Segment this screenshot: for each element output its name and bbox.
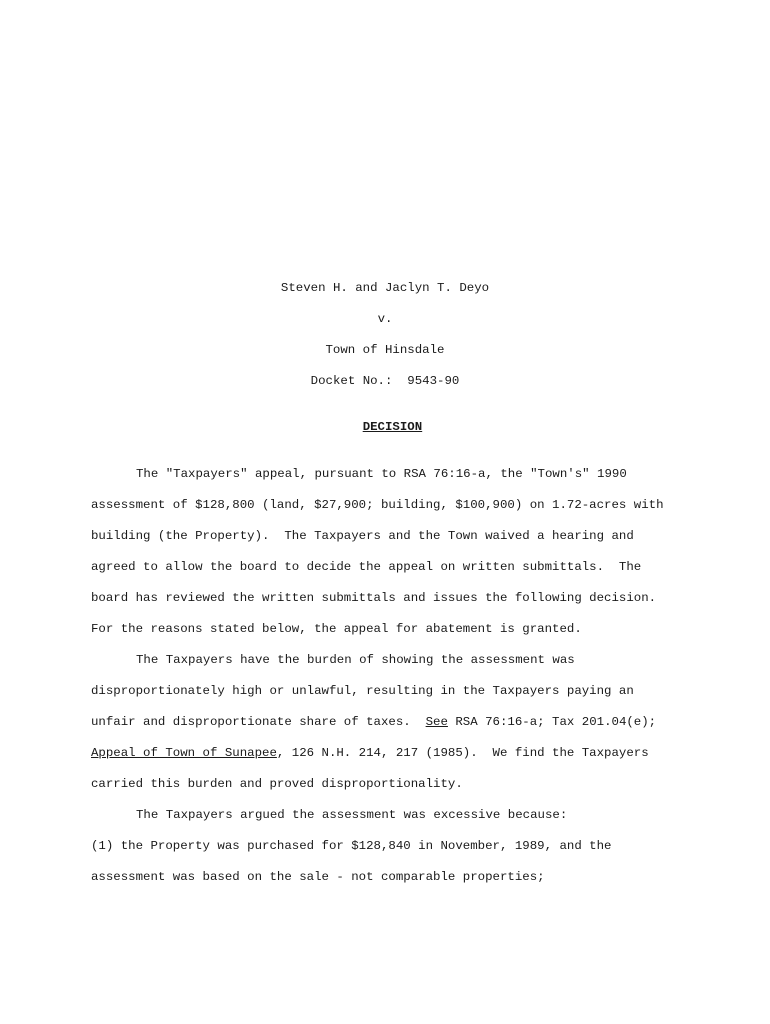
paragraph-2-line-1: The Taxpayers have the burden of showing the assessment was — [136, 653, 575, 667]
paragraph-1-line-2: assessment of $128,800 (land, $27,900; building, $100,900) on 1.72-acres with — [91, 498, 664, 512]
paragraph-2-line-2: disproportionately high or unlawful, resulting in the Taxpayers paying an — [91, 684, 634, 698]
paragraph-1-line-5: board has reviewed the written submittals and issues the following decision. — [91, 591, 657, 605]
paragraph-2-line-3 — [91, 715, 656, 730]
citation-see: See — [425, 715, 448, 729]
case-citation: Appeal of Town of Sunapee — [91, 746, 277, 760]
docket-number: Docket No.: 9543-90 — [310, 374, 460, 388]
case-versus: v. — [377, 312, 393, 326]
paragraph-2-line-4 — [91, 746, 649, 761]
case-respondent: Town of Hinsdale — [325, 343, 445, 357]
paragraph-3-line-3: assessment was based on the sale - not comparable properties; — [91, 870, 545, 884]
case-parties: Steven H. and Jaclyn T. Deyo — [280, 281, 490, 295]
decision-heading-text: DECISION — [362, 420, 423, 434]
decision-heading — [0, 405, 770, 435]
paragraph-1-line-1: The "Taxpayers" appeal, pursuant to RSA 76:16-a, the "Town's" 1990 — [136, 467, 627, 481]
paragraph-1-line-6: For the reasons stated below, the appeal for abatement is granted. — [91, 622, 582, 636]
paragraph-1-line-3: building (the Property). The Taxpayers and the Town waived a hearing and — [91, 529, 634, 543]
paragraph-1-line-4: agreed to allow the board to decide the appeal on written submittals. The — [91, 560, 642, 574]
paragraph-2-line-3-a: unfair and disproportionate share of taxes. — [91, 715, 426, 729]
paragraph-3-line-2: (1) the Property was purchased for $128,840 in November, 1989, and the — [91, 839, 612, 853]
paragraph-2-line-5: carried this burden and proved disproportionality. — [91, 777, 463, 791]
paragraph-3-line-1: The Taxpayers argued the assessment was excessive because: — [136, 808, 568, 822]
paragraph-2-line-3-b: RSA 76:16-a; Tax 201.04(e); — [447, 715, 657, 729]
paragraph-2-line-4-b: , 126 N.H. 214, 217 (1985). We find the Taxpayers — [276, 746, 649, 760]
